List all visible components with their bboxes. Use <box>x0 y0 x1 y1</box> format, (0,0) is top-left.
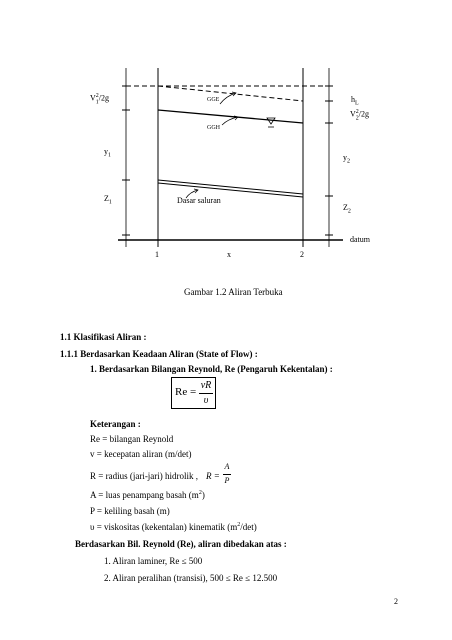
r-formula-numerator: A <box>224 462 230 471</box>
bil-reynold-title: Berdasarkan Bil. Reynold (Re), aliran dibedakan atas : <box>75 539 287 549</box>
gge-label: GGE <box>207 97 220 103</box>
keterangan-re: Re = bilangan Reynold <box>90 434 174 444</box>
figure-caption: Gambar 1.2 Aliran Terbuka <box>184 287 283 297</box>
keterangan-r: R = radius (jari-jari) hidrolik , <box>90 471 199 481</box>
z1-label: $Z_1$ <box>104 194 112 206</box>
leader-arrows <box>186 92 238 198</box>
bil-reynold-item-2: 2. Aliran peralihan (transisi), 500 ≤ Re ≤ 12.500 <box>104 573 278 583</box>
r-formula-bar <box>223 474 231 475</box>
heading-1-1-1: 1.1.1 Berdasarkan Keadaan Aliran (State of Flow) : <box>60 349 258 359</box>
y2-label: $y_2$ <box>343 153 350 165</box>
keterangan-p: P = keliling basah (m) <box>90 506 170 516</box>
formula-fraction-bar <box>199 393 213 394</box>
formula-numerator: vR <box>200 380 212 391</box>
r-formula-lhs: R = <box>206 471 220 481</box>
keterangan-v: v = kecepatan aliran (m/det) <box>90 449 192 459</box>
bil-reynold-item-1: 1. Aliran laminer, Re ≤ 500 <box>104 556 203 566</box>
y1-label: $y_1$ <box>104 147 111 159</box>
z2-label: $Z_2$ <box>343 203 351 215</box>
water-surface-marker <box>267 118 275 127</box>
formula-lhs: Re = <box>175 386 197 398</box>
section-1-label: 1 <box>155 250 159 259</box>
ggh-label: GGH <box>207 125 220 131</box>
v2-label: $V_2^2/2g$ <box>350 109 370 122</box>
keterangan-nu: υ = viskositas (kekentalan) kinematik $(m^2/\det)$ <box>90 522 257 532</box>
distance-x-label: x <box>227 250 231 259</box>
v1-label: $V_1^2/2g$ <box>90 93 110 106</box>
reynold-formula <box>171 377 216 409</box>
keterangan-a: A = luas penampang basah $(m^2)$ <box>90 490 205 500</box>
heading-1-1: 1.1 Klasifikasi Aliran : <box>60 332 147 342</box>
formula-denominator: υ <box>203 395 209 406</box>
hl-label: $h_L$ <box>351 95 359 107</box>
heading-item-1: 1. Berdasarkan Bilangan Reynold, Re (Pengaruh Kekentalan) : <box>90 364 333 374</box>
channel-bed-line-top <box>158 180 303 194</box>
datum-label: datum <box>350 235 370 244</box>
gge-line <box>158 86 303 101</box>
keterangan-title: Keterangan : <box>90 419 141 429</box>
section-2-label: 2 <box>300 250 304 259</box>
ggh-line <box>158 110 303 123</box>
channel-bed-line-bottom <box>158 183 303 197</box>
r-formula-denominator: P <box>224 476 230 485</box>
dasar-saluran-label: Dasar saluran <box>177 196 221 205</box>
page-number: 2 <box>394 597 398 606</box>
open-channel-diagram <box>0 0 452 270</box>
